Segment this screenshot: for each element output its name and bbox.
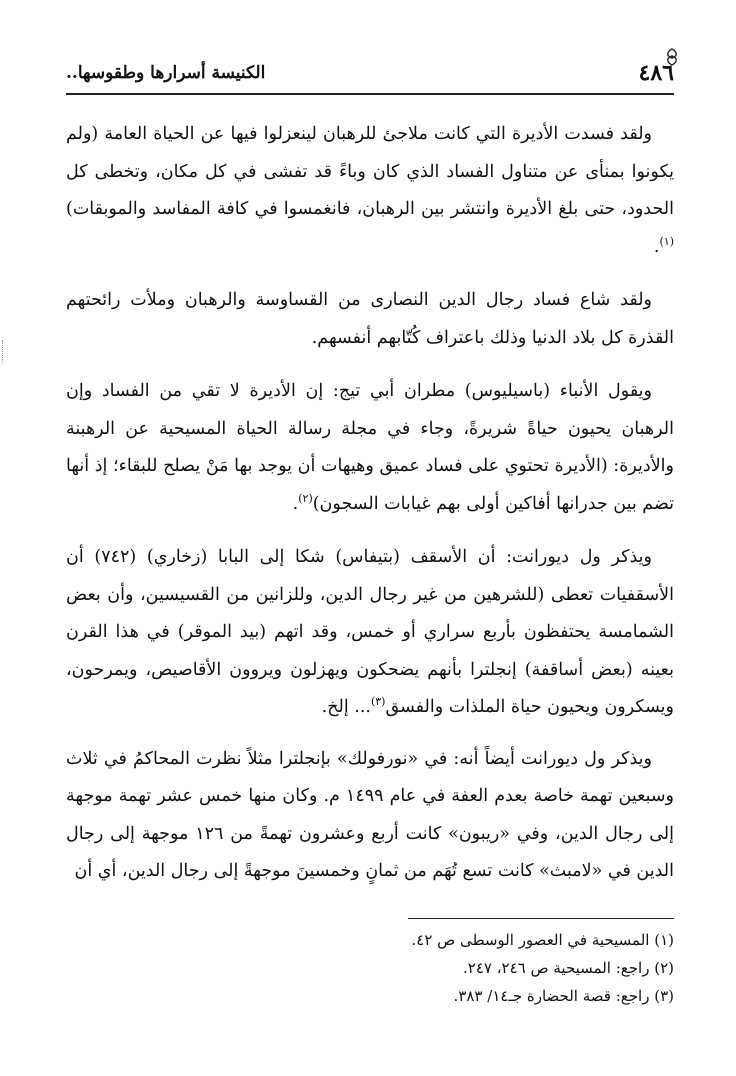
- paragraph: [66, 741, 674, 891]
- paragraph-text: ويقول الأنباء (باسيليوس) مطران أبي تيج: إن الأديرة لا تقي من الفساد وإن الرهبان يحيون حياةً شريرةً، وجاء في مجلة رسالة الحياة المسيحية عن الرهبنة والأديرة: (الأديرة تحتوي على فساد عميق وهيهات أن يوجد بها مَنْ يصلح للبقاء؛ إذ أنها تضم بين جدرانها أفاكين أولى بهم غيابات السجون): [66, 381, 674, 514]
- footnote: (٣) راجع: قصة الحضارة جـ١٤/ ٣٨٣.: [453, 987, 674, 1005]
- page-number: ٤٨٦: [638, 60, 674, 86]
- footnote: (١) المسيحية في العصور الوسطى ص ٤٢.: [411, 931, 674, 949]
- paragraph-text: ويذكر ول ديورانت أيضاً أنه: في «نورفولك» بإنجلترا مثلاً نظرت المحاكمُ في ثلاث وسبعين تهمة خاصة بعدم العفة في عام ١٤٩٩ م. وكان منها خمس عشر تهمة موجهة إلى رجال الدين، وفي «ريبون» كانت أربع وعشرون تهمةً من ١٢٦ موجهة إلى رجال الدين في «لامبث» كانت تسع تُهَم من ثمانٍ وخمسينَ موجهةً إلى رجال الدين، أي أن: [66, 748, 674, 881]
- paragraph-text: ولقد شاع فساد رجال الدين النصارى من القساوسة والرهبان وملأت رائحتهم القذرة كل بلاد الدنيا وذلك باعتراف كُتّابهم أنفسهم.: [66, 290, 674, 348]
- footnote-divider: [408, 918, 674, 919]
- paragraph-tail: .: [292, 493, 299, 514]
- paragraph-text: ولقد فسدت الأديرة التي كانت ملاجئ للرهبان لينعزلوا فيها عن الحياة العامة (ولم يكونوا بمنأى عن متناول الفساد الذي كان وباءً قد تفشى في كل مكان، وتخطى كل الحدود، حتى بلغ الأديرة وانتشر بين الرهبان، فانغمسوا في كافة المفاسد والموبقات): [66, 124, 674, 219]
- running-title: الكنيسة أسرارها وطقوسها..: [66, 63, 266, 83]
- paragraph-tail: .: [653, 236, 660, 257]
- paragraph-tail: ... إلخ.: [321, 697, 371, 717]
- main-text: [66, 116, 674, 907]
- scan-edge-mark: [2, 340, 7, 362]
- paragraph: [66, 282, 674, 357]
- footnotes: [66, 926, 674, 1010]
- paragraph: [66, 116, 674, 266]
- footnote-reference: (٣): [370, 695, 386, 709]
- paragraph: [66, 373, 674, 523]
- ornament-icon: [662, 47, 682, 67]
- footnote-reference: (١): [659, 234, 674, 248]
- page-header: [66, 55, 674, 91]
- header-divider: [66, 93, 674, 95]
- footnote: (٢) راجع: المسيحية ص ٢٤٦، ٢٤٧.: [462, 959, 674, 977]
- paragraph: [66, 539, 674, 727]
- paragraph-text: ويذكر ول ديورانت: أن الأسقف (بتيفاس) شكا إلى البابا (زخاري) (٧٤٢) أن الأسقفيات تعطى (للشرهين من غير رجال الدين، وللزانين من القسيسين، وأن بعض الشمامسة يحتفظون بأربع سراري أو خمس، وقد اتهم (بيد الموقر) في هذا القرن بعينه (بعض أساقفة) إنجلترا بأنهم يضحكون ويهزلون ويروون الأقاصيص، ويمرحون، ويسكرون ويحيون حياة الملذات والفسق: [66, 547, 674, 717]
- footnote-reference: (٢): [298, 491, 313, 505]
